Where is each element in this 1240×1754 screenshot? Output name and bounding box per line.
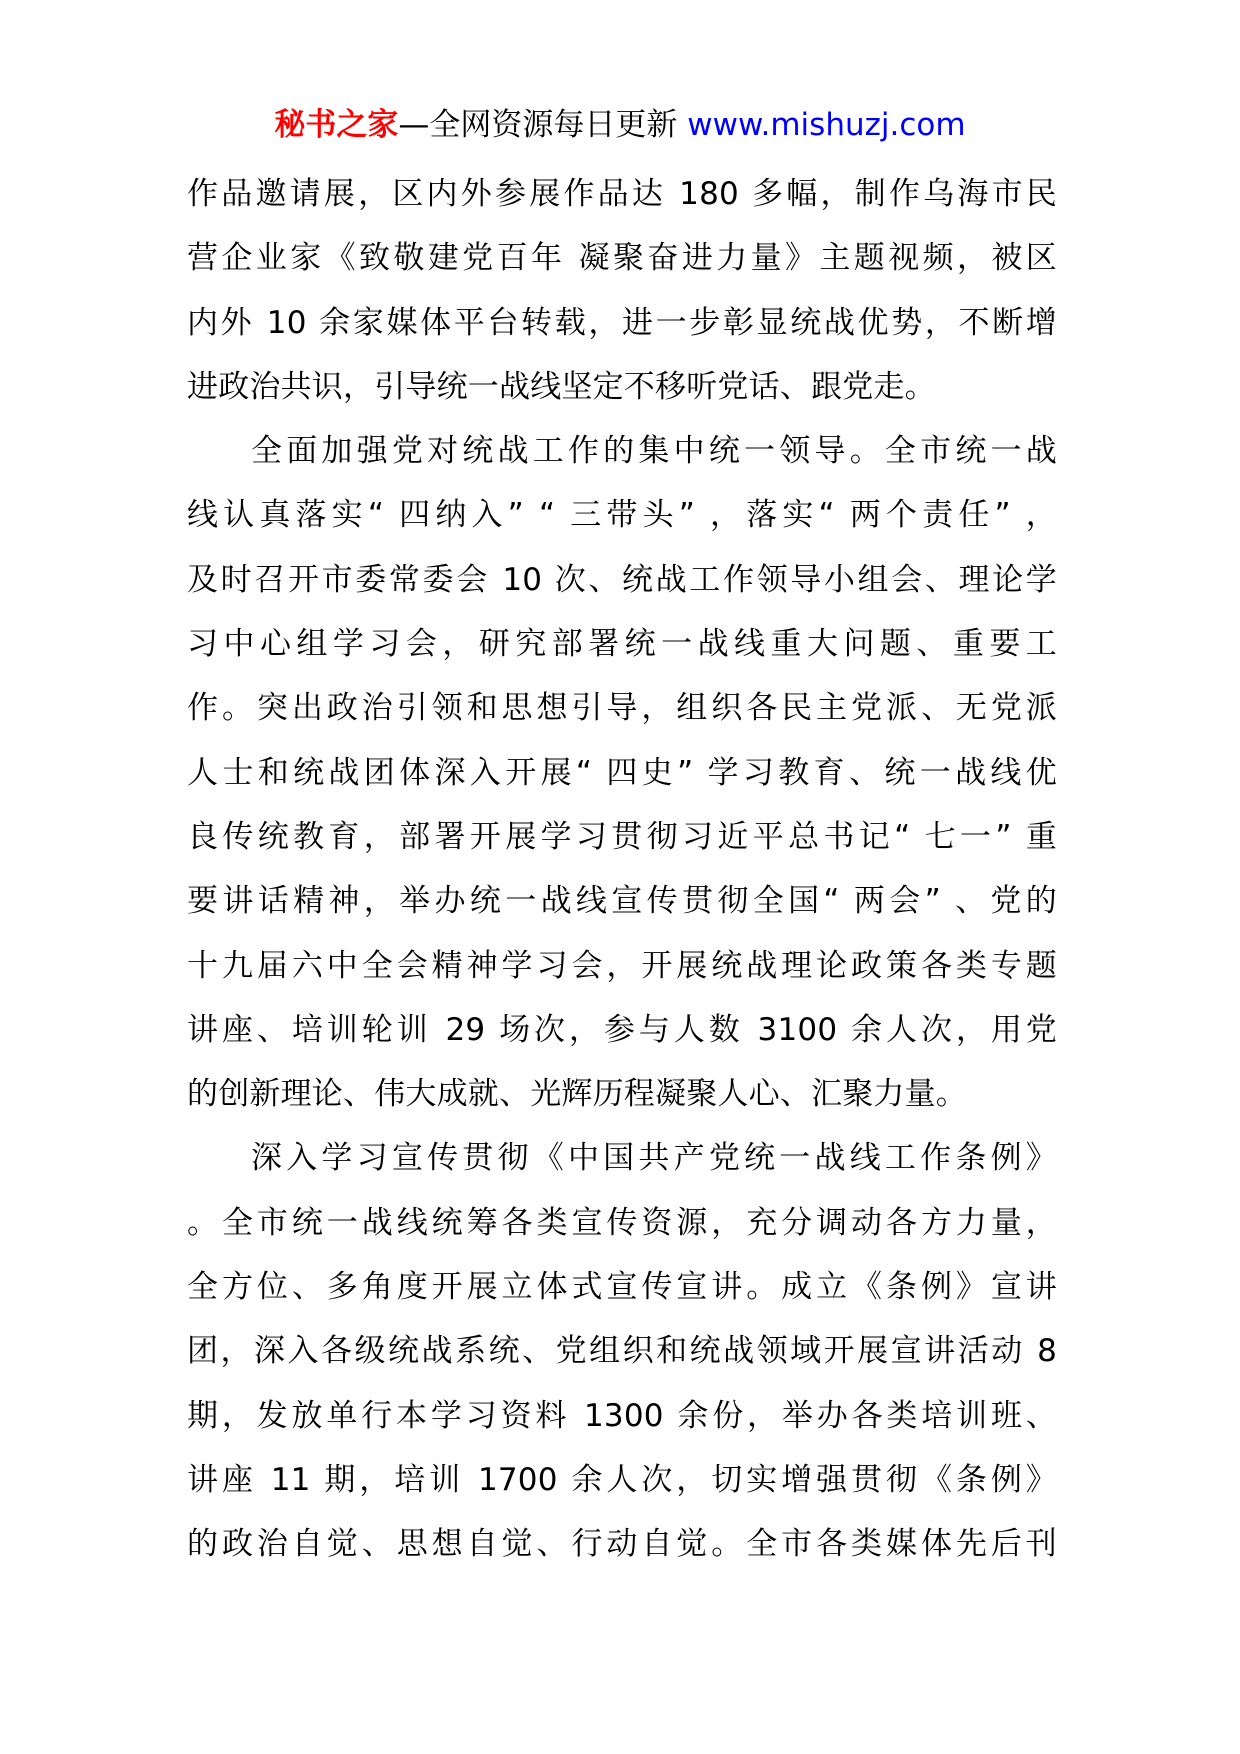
text-line: 内外 10 余家媒体平台转载，进一步彰显统战优势，不断增 [187, 304, 1057, 341]
text-line: 的政治自觉、思想自觉、行动自觉。全市各类媒体先后刊 [187, 1526, 1057, 1563]
text-line: 人士和统战团体深入开展“ 四史” 学习教育、统一战线优 [187, 754, 1057, 791]
site-brand: 秘书之家 [274, 107, 399, 143]
text-line: 讲座 11 期，培训 1700 余人次，切实增强贯彻《条例》 [187, 1461, 1057, 1498]
text-line: 。全市统一战线统筹各类宣传资源，充分调动各方力量， [187, 1204, 1057, 1241]
text-line: 及时召开市委常委会 10 次、统战工作领导小组会、理论学 [187, 561, 1057, 598]
text-line: 作。突出政治引领和思想引导，组织各民主党派、无党派 [187, 690, 1057, 727]
text-line: 线认真落实“ 四纳入” “ 三带头” ，落实“ 两个责任” ， [187, 497, 1057, 534]
text-line: 十九届六中全会精神学习会，开展统战理论政策各类专题 [187, 947, 1057, 984]
text-line: 作品邀请展，区内外参展作品达 180 多幅，制作乌海市民 [187, 176, 1057, 212]
text-line: 的创新理论、伟大成就、光辉历程凝聚人心、汇聚力量。 [187, 1076, 967, 1113]
text-line: 全方位、多角度开展立体式宣传宣讲。成立《条例》宣讲 [187, 1269, 1057, 1306]
text-line: 营企业家《致敬建党百年 凝聚奋进力量》主题视频，被区 [187, 240, 1057, 277]
site-url[interactable]: www.mishuzj.com [687, 107, 966, 143]
text-line: 期，发放单行本学习资料 1300 余份，举办各类培训班、 [187, 1397, 1057, 1434]
document-body [187, 162, 1057, 1577]
text-line: 团，深入各级统战系统、党组织和统战领域开展宣讲活动 8 [187, 1333, 1057, 1370]
page-header [0, 103, 1240, 147]
text-line: 习中心组学习会，研究部署统一战线重大问题、重要工 [187, 626, 1057, 663]
paragraph-first-line: 全面加强党对统战工作的集中统一领导。全市统一战 [251, 433, 1057, 470]
paragraph-first-line: 深入学习宣传贯彻《中国共产党统一战线工作条例》 [251, 1140, 1057, 1177]
text-line: 进政治共识，引导统一战线坚定不移听党话、跟党走。 [187, 368, 936, 405]
text-line: 要讲话精神，举办统一战线宣传贯彻全国“ 两会” 、党的 [187, 883, 1057, 920]
text-line: 讲座、培训轮训 29 场次，参与人数 3100 余人次，用党 [187, 1011, 1057, 1048]
site-tagline: —全网资源每日更新 [398, 107, 678, 143]
text-line: 良传统教育，部署开展学习贯彻习近平总书记“ 七一” 重 [187, 818, 1057, 855]
